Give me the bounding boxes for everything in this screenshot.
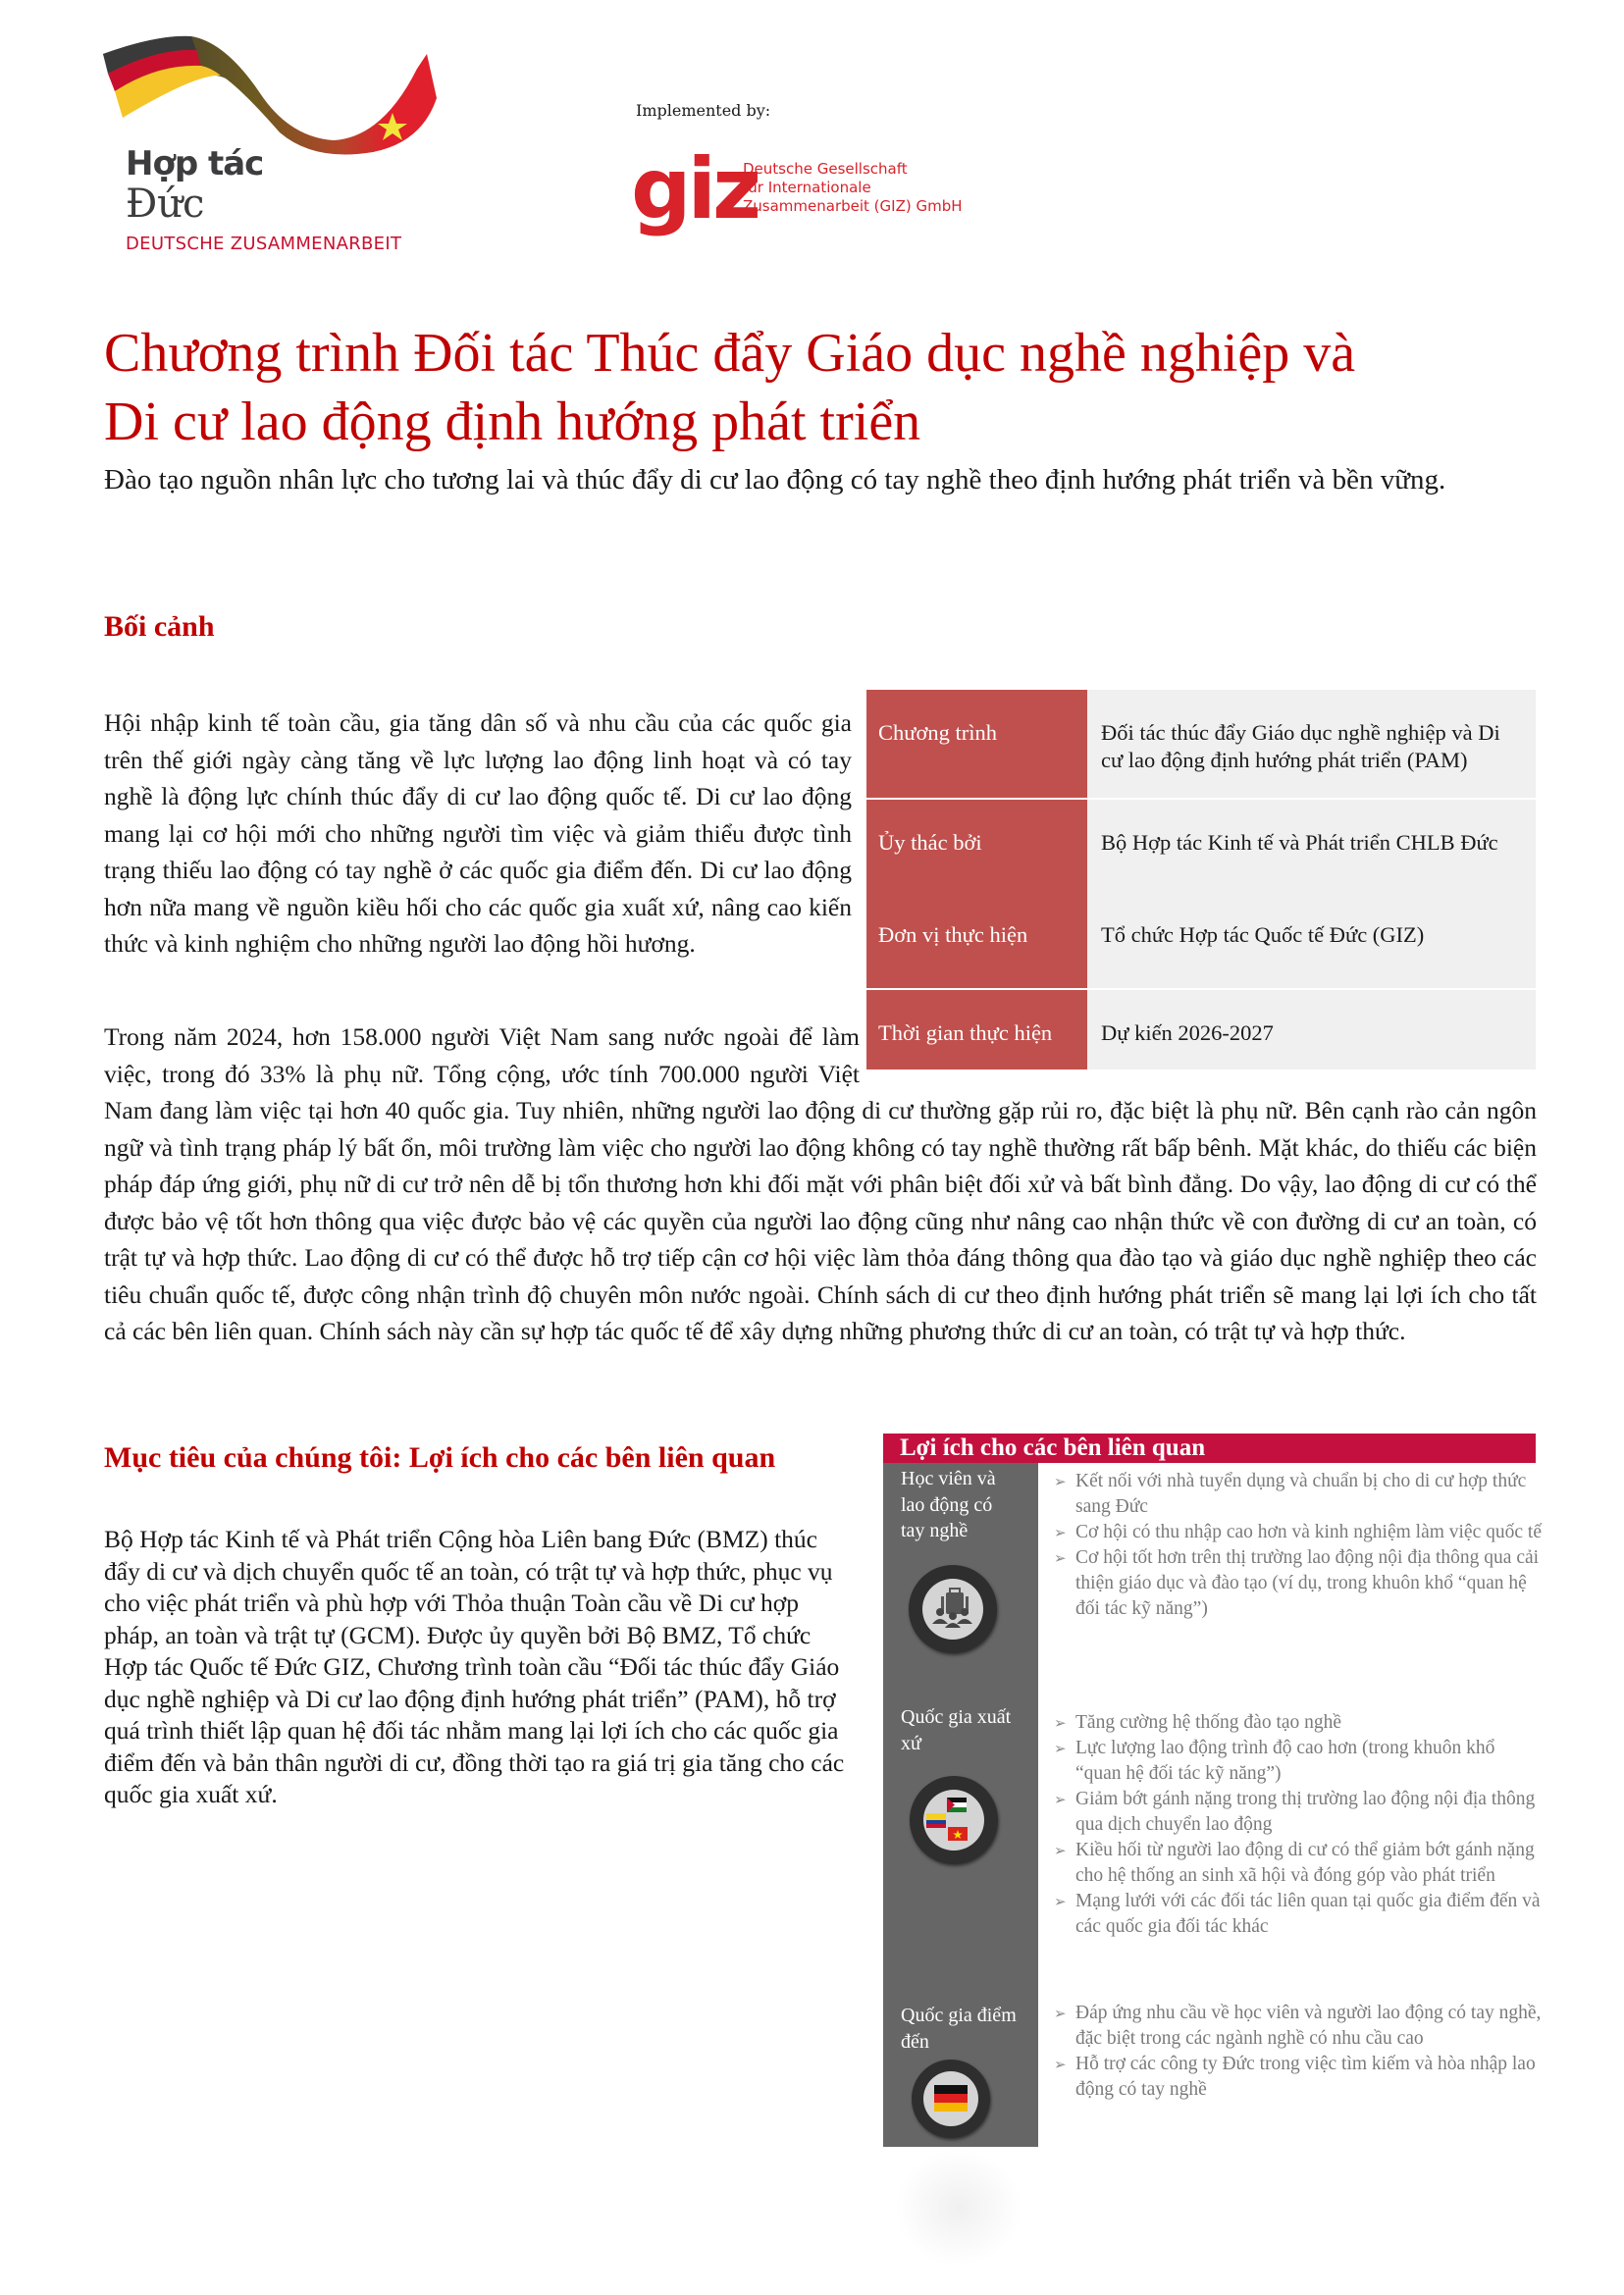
flag-ribbon-icon <box>98 34 451 162</box>
logo-line-1: Hợp tác <box>126 144 264 183</box>
arrow-bullet-icon: ➢ <box>1054 2056 1067 2073</box>
info-row-implementer <box>866 892 1536 988</box>
origin-flags-icon <box>910 1776 998 1864</box>
table-wrap-spacer <box>860 1018 1537 1092</box>
benefit-list-destination <box>1054 2001 1545 2103</box>
arrow-bullet-icon: ➢ <box>1054 1842 1067 1859</box>
decorative-shadow <box>895 2149 1022 2267</box>
info-value: Tổ chức Hợp tác Quốc tế Đức (GIZ) <box>1087 892 1536 988</box>
info-row-program <box>866 690 1536 798</box>
benefits-title: Lợi ích cho các bên liên quan <box>883 1434 1536 1463</box>
implemented-by-label: Implemented by: <box>636 101 771 120</box>
germany-flag-icon <box>912 2060 990 2138</box>
info-value: Dự kiến 2026-2027 <box>1087 990 1536 1069</box>
info-key: Thời gian thực hiện <box>866 990 1087 1069</box>
section-heading-context: Bối cảnh <box>104 610 215 643</box>
giz-tagline <box>743 160 963 216</box>
info-key: Đơn vị thực hiện <box>866 892 1087 988</box>
context-paragraph-1: Hội nhập kinh tế toàn cầu, gia tăng dân số và nhu cầu của các quốc gia trên thế giới ngày càng tăng về lực lượng lao động linh hoạt và có tay nghề là động lực chính thúc đẩy di cư lao động quốc tế. Di cư lao động mang lại cơ hội mới cho những người tìm việc và giảm thiểu được tình trạng thiếu lao động có tay nghề ở các quốc gia điểm đến. Di cư lao động hơn nữa mang về nguồn kiều hối cho các quốc gia xuất xứ, nâng cao kiến thức và kinh nghiệm cho những người lao động hồi hương. <box>104 708 852 958</box>
goals-paragraph: Bộ Hợp tác Kinh tế và Phát triển Cộng hòa Liên bang Đức (BMZ) thúc đẩy di cư và dịch chuyển quốc tế an toàn, có trật tự và hợp thức, phục vụ cho việc phát triển và phù hợp với Thỏa thuận Toàn cầu về Di cư hợp pháp, an toàn và trật tự (GCM). Được ủy quyền bởi Bộ BMZ, Tổ chức Hợp tác Quốc tế Đức GIZ, Chương trình toàn cầu “Đối tác thúc đẩy Giáo dục nghề nghiệp và Di cư lao động định hướng phát triển” (PAM), hỗ trợ quá trình thiết lập quan hệ đối tác nhằm mang lại lợi ích cho các quốc gia điểm đến và bản thân người di cư, đồng thời tạo ra giá trị gia tăng cho các quốc gia xuất xứ. <box>104 1525 845 1808</box>
benefit-item: ➢ Hỗ trợ các công ty Đức trong việc tìm kiếm và hòa nhập lao động có tay nghề <box>1054 2054 1536 2100</box>
program-info-table <box>866 690 1536 1071</box>
benefit-group-label-trainees: Học viên và lao động có tay nghề <box>901 1468 996 1541</box>
benefit-item: ➢ Đáp ứng nhu cầu về học viên và người lao động có tay nghề, đặc biệt trong các ngành nghề có nhu cầu cao <box>1054 2003 1542 2049</box>
context-paragraph-2 <box>104 1018 1537 1350</box>
benefit-item: ➢ Mạng lưới với các đối tác liên quan tại quốc gia điểm đến và các quốc gia đối tác khác <box>1054 1891 1541 1937</box>
hop-tac-duc-logo <box>98 34 451 260</box>
benefit-item: ➢ Kiều hối từ người lao động di cư có thể giảm bớt gánh nặng cho hệ thống an sinh xã hội và đóng góp vào phát triển <box>1054 1840 1535 1886</box>
title-line: Chương trình Đối tác Thúc đẩy Giáo dục nghề nghiệp và <box>104 323 1356 384</box>
giz-tagline-line: für Internationale <box>743 179 871 196</box>
info-row-commissioned <box>866 800 1536 892</box>
info-key: Ủy thác bởi <box>866 800 1087 892</box>
benefit-item: ➢ Kết nối với nhà tuyển dụng và chuẩn bị cho di cư hợp thức sang Đức <box>1054 1471 1527 1517</box>
arrow-bullet-icon: ➢ <box>1054 1893 1067 1910</box>
section-heading-goals: Mục tiêu của chúng tôi: Lợi ích cho các bên liên quan <box>104 1441 776 1474</box>
info-value: Đối tác thúc đẩy Giáo dục nghề nghiệp và Di cư lao động định hướng phát triển (PAM) <box>1087 690 1536 798</box>
benefit-group-label-origin: Quốc gia xuất xứ <box>901 1706 1012 1754</box>
benefit-group-label-destination: Quốc gia điểm đến <box>901 2005 1017 2053</box>
benefit-list-origin <box>1054 1710 1545 1940</box>
arrow-bullet-icon: ➢ <box>1054 1740 1067 1757</box>
arrow-bullet-icon: ➢ <box>1054 1714 1067 1732</box>
info-value: Bộ Hợp tác Kinh tế và Phát triển CHLB Đức <box>1087 800 1536 892</box>
benefit-item: ➢ Cơ hội có thu nhập cao hơn và kinh nghiệm làm việc quốc tế <box>1054 1520 1545 1545</box>
benefit-list-trainees <box>1054 1469 1545 1622</box>
arrow-bullet-icon: ➢ <box>1054 1791 1067 1808</box>
logo-line-3: DEUTSCHE ZUSAMMENARBEIT <box>126 234 402 254</box>
context-paragraph-2-text: Trong năm 2024, hơn 158.000 người Việt Nam sang nước ngoài để làm việc, trong đó 33% là phụ nữ. Tổng cộng, ước tính 700.000 người Việt Nam đang làm việc tại hơn 40 quốc gia. Tuy nhiên, những người lao động di cư thường gặp rủi ro, đặc biệt là phụ nữ. Bên cạnh rào cản ngôn ngữ và tình trạng pháp lý bất ổn, môi trường làm việc cho người lao động không có tay nghề thường rất bấp bênh. Mặt khác, do thiếu các biện pháp đáp ứng giới, phụ nữ di cư trở nên dễ bị tổn thương hơn khi đối mặt với phân biệt đối xử và bất bình đẳng. Do vậy, lao động di cư có thể được bảo vệ tốt hơn thông qua việc được bảo vệ các quyền của người lao động cũng như nâng cao nhận thức về con đường di cư an toàn, có trật tự và hợp thức. Lao động di cư có thể được hỗ trợ tiếp cận cơ hội việc làm thỏa đáng thông qua đào tạo và giáo dục nghề nghiệp theo các tiêu chuẩn quốc tế, được công nhận trình độ chuyên môn nước ngoài. Chính sách di cư theo định hướng phát triển sẽ mang lại lợi ích cho tất cả các bên liên quan. Chính sách này cần sự hợp tác quốc tế để xây dựng những phương thức di cư an toàn, có trật tự và hợp thức. <box>104 1022 1537 1345</box>
benefit-item: ➢ Tăng cường hệ thống đào tạo nghề <box>1054 1710 1545 1736</box>
page-subtitle: Đào tạo nguồn nhân lực cho tương lai và thúc đẩy di cư lao động có tay nghề theo định hướng phát triển và bền vững. <box>104 464 1446 496</box>
benefits-box <box>883 1434 1536 1463</box>
giz-tagline-line: Deutsche Gesellschaft <box>743 160 908 178</box>
arrow-bullet-icon: ➢ <box>1054 1524 1067 1541</box>
title-line: Di cư lao động định hướng phát triển <box>104 391 921 452</box>
workers-suitcase-icon <box>909 1565 997 1653</box>
arrow-bullet-icon: ➢ <box>1054 1473 1067 1490</box>
giz-logo: giz <box>631 140 759 238</box>
benefit-item: ➢ Giảm bớt gánh nặng trong thị trường lao động nội địa thông qua dịch chuyển lao động <box>1054 1789 1536 1835</box>
logo-line-2: Đức <box>126 182 205 227</box>
benefit-item: ➢ Lực lượng lao động trình độ cao hơn (trong khuôn khổ “quan hệ đối tác kỹ năng”) <box>1054 1738 1495 1784</box>
arrow-bullet-icon: ➢ <box>1054 1549 1067 1567</box>
info-key: Chương trình <box>866 690 1087 798</box>
benefit-item: ➢ Cơ hội tốt hơn trên thị trường lao động nội địa thông qua cải thiện giáo dục và đào tạo (ví dụ, trong khuôn khổ “quan hệ đối tác kỹ năng”) <box>1054 1547 1540 1619</box>
arrow-bullet-icon: ➢ <box>1054 2005 1067 2022</box>
page-title <box>104 319 1556 456</box>
giz-tagline-line: Zusammenarbeit (GIZ) GmbH <box>743 197 963 215</box>
